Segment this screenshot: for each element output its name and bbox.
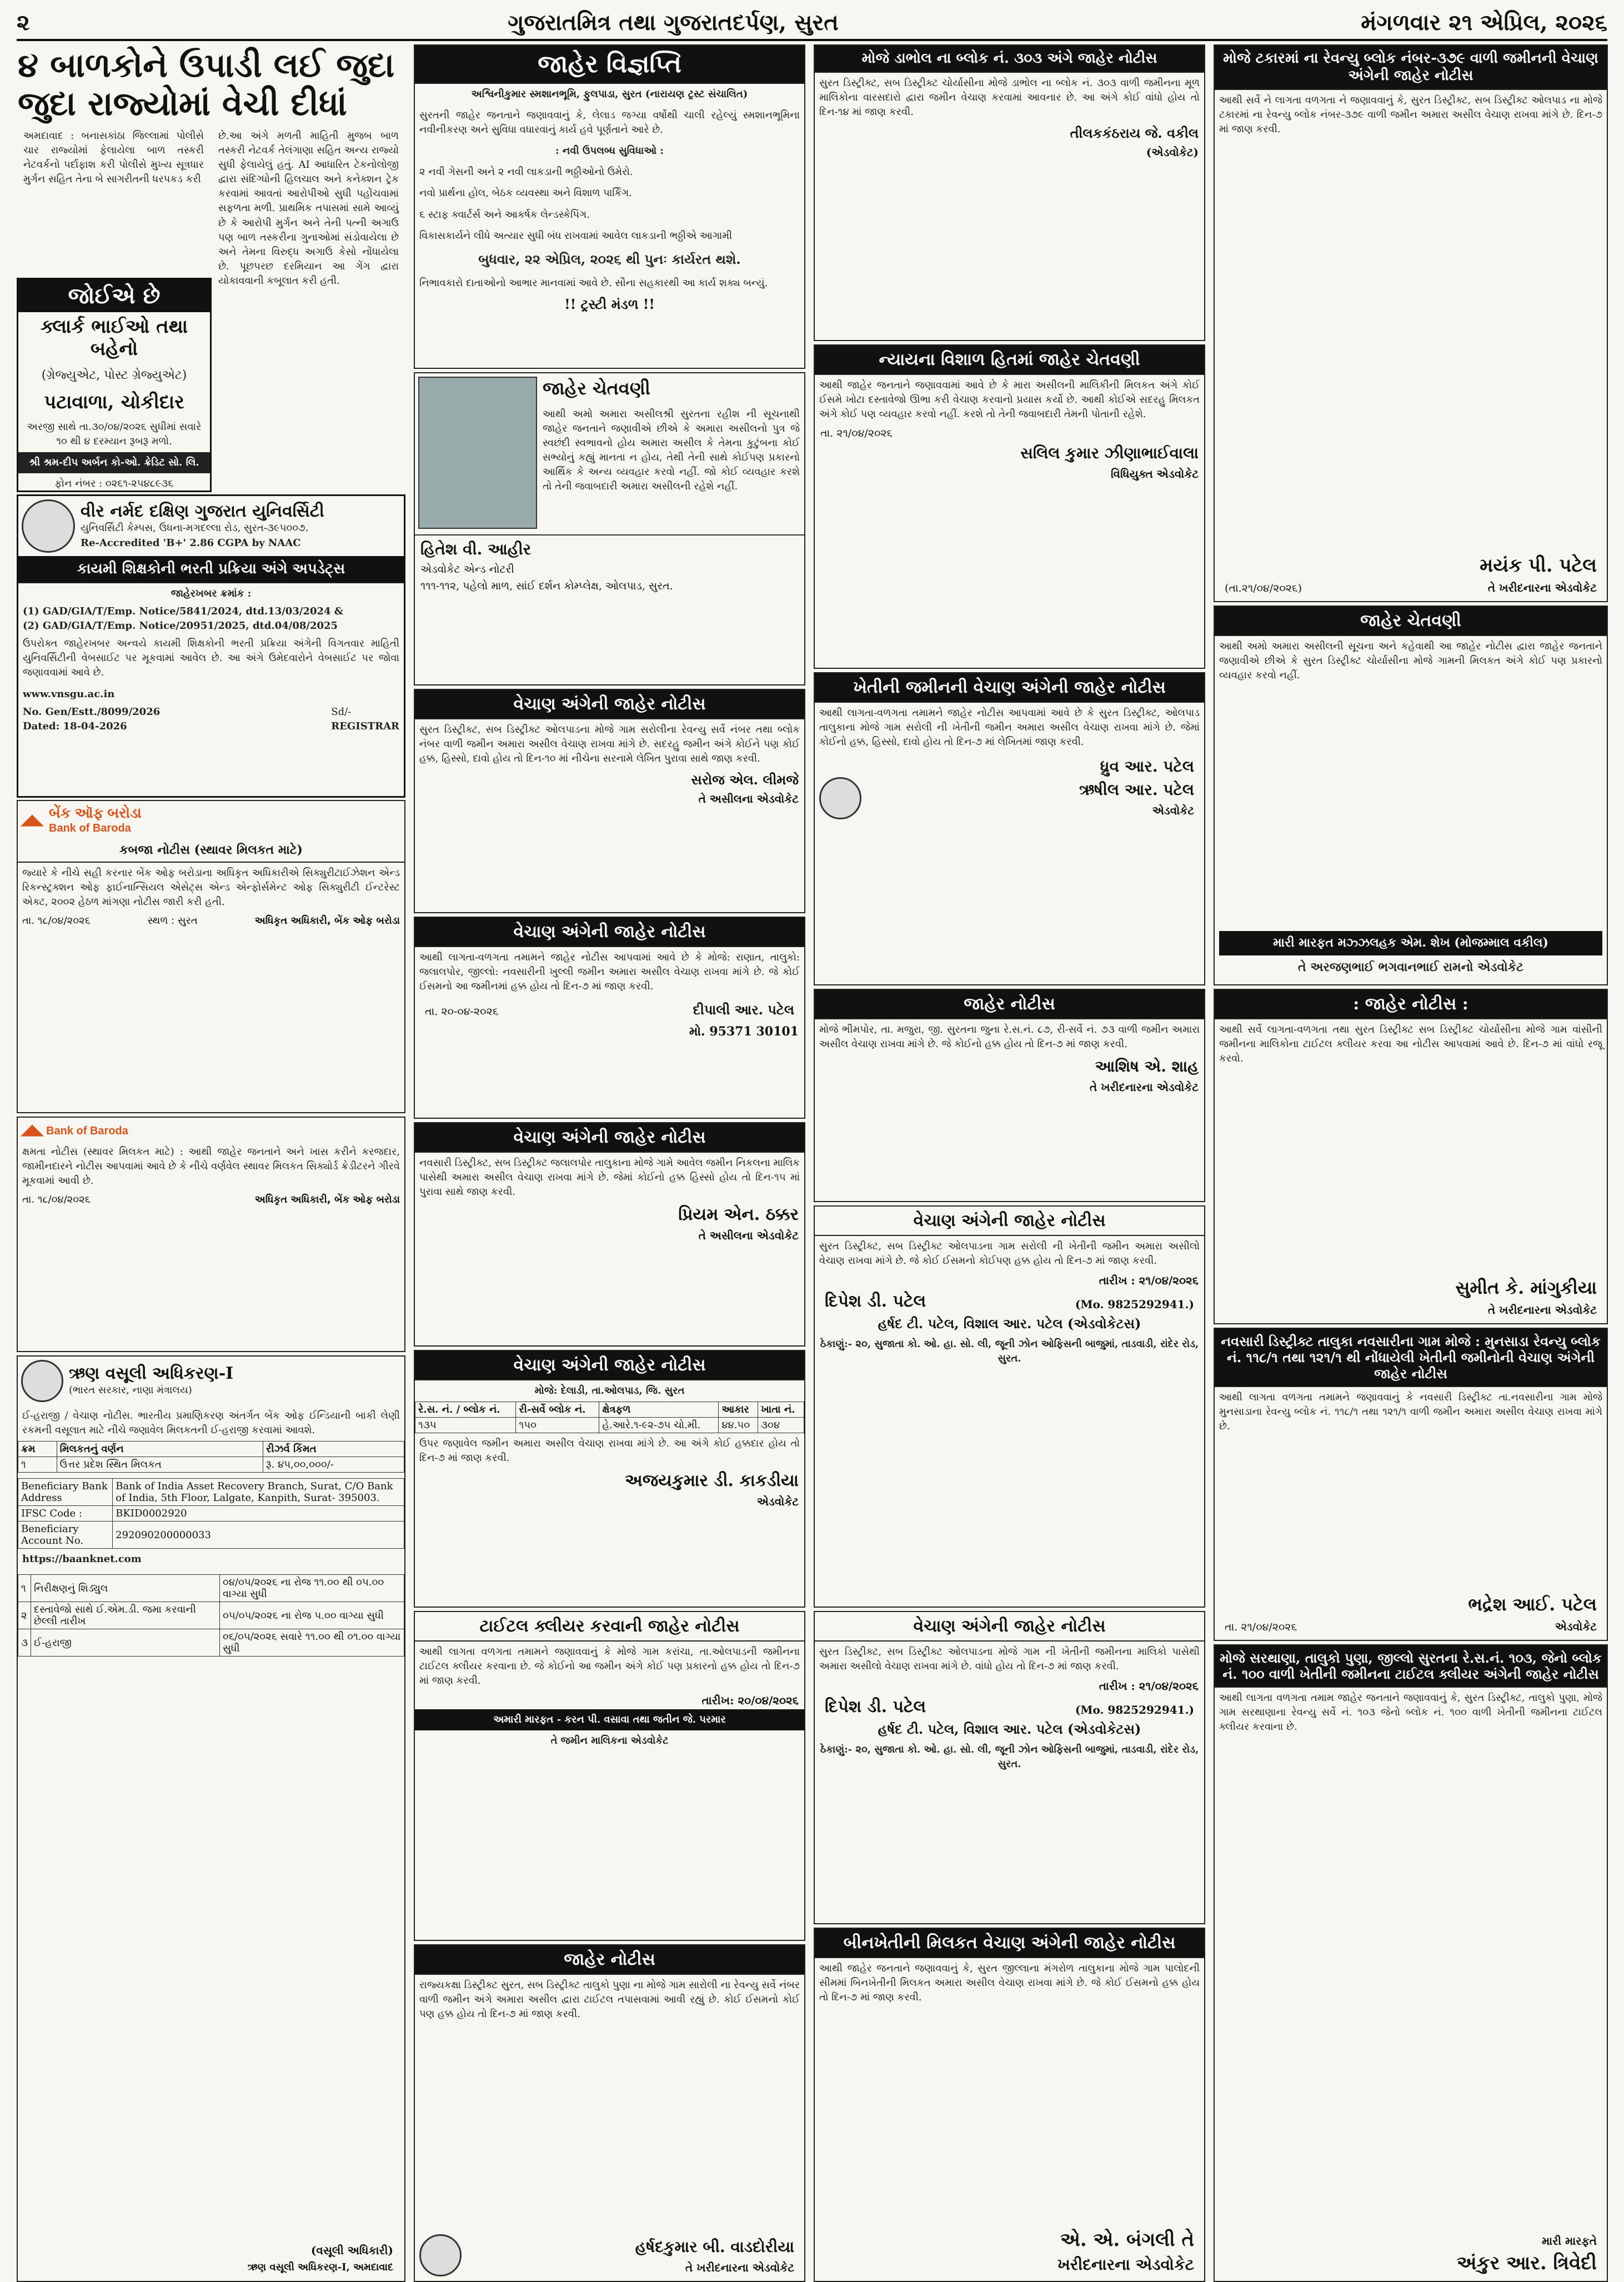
drt-td-1: ઉત્તર પ્રદેશ સ્થિત મિલકત: [57, 1457, 263, 1473]
vnsgu-body: ઉપરોક્ત જાહેરખબર અન્વયે કાયમી શિક્ષકોની ભરતી પ્રક્રિયા અંગેની વિગતવાર માહિતી યુનિવર્સિટીની વેબસાઈટ પર મૂકવામાં આવેલ છે. આ અંગે ઉમેદવારોને વેબસાઈટ પર જોવા જણાવવામાં આવે છે.: [23, 638, 399, 679]
c2a-date: બુધવાર, ૨૨ એપ્રિલ, ૨૦૨૬ થી પુનઃ કાર્યરત થશે.: [478, 251, 741, 267]
navsari-title: નવસારી ડિસ્ટ્રીક્ટ તાલુકા નવસારીના ગામ મોજે : મુનસાડા રેવન્યુ બ્લોક નં. ૧૧૮/૧ તથા ૧૨૧/૧ થી નોંધાયેલી ખેતીની જમીનોની વેચાણ અંગેની જાહેર નોટીસ: [1215, 1329, 1607, 1387]
non-agri-notice: [814, 1928, 1205, 2282]
c2a-title: જાહેર વિજ્ઞપ્તિ: [415, 46, 804, 84]
text-drt-r3-1: ઈ-હરાજી: [31, 1629, 220, 1657]
text-sale4-tr-0: ૧૩૫: [415, 1418, 516, 1433]
person-photo: [418, 377, 537, 529]
sale4-table: [415, 1402, 804, 1433]
news-headline: ૪ બાળકોને ઉપાડી લઈ જુદા જુદા રાજ્યોમાં વેચી દીધાં: [18, 46, 395, 123]
advocate-logo-icon: [419, 2234, 462, 2276]
sale4-role: એડવોકેટ: [756, 1495, 799, 1509]
text-sale4-tr-1: ૧૫૦: [516, 1418, 599, 1433]
notice3-body: આથી સર્વે લાગતા-વળગતા તથા સુરત ડિસ્ટ્રીક્ટ સબ ડિસ્ટ્રીક્ટ ચોર્યાસીના મોજે ગામ વાંસીની જમીનના માલિકોના ટાઈટલ ક્લીયર કરવા આ નોટીસ આપવામાં આવે છે. દિન-૭ માં વાંધો રજૂ કરવો.: [1219, 1024, 1602, 1065]
advocate-seal-icon: [819, 777, 861, 819]
text-drt-r2-0: ૨: [18, 1602, 31, 1629]
c3a-name: તીલકકંઠરાય જે. વકીલ: [1070, 125, 1199, 142]
sale-notice-4: [414, 1350, 805, 1608]
sarthana-role: મારી મારફતે: [1542, 2234, 1597, 2248]
interest-body: આથી જાહેર જનતાને જણાવવામાં આવે છે કે મારા અસીલની માલિકીની મિલકત અંગે કોઈ ઈસમે ખોટા દસ્તાવેજો ઊભા કરી વેચાણ કરવાનો પ્રયાસ કર્યો છે. આથી કોઈએ સદરહુ મિલકત અંગે કોઈ પણ વ્યવહાર કરવો નહીં. કરશે તો તેની જવાબદારી તેમની પોતાની રહેશે.: [819, 379, 1200, 421]
c2a-sub: અશ્વિનીકુમાર સ્મશાનભૂમિ, ફુલપાડા, સુરત (નારાયણ ટ્રસ્ટ સંચાલિત): [471, 88, 748, 100]
nonag-title: બીનખેતીની મિલકત વેચાણ અંગેની જાહેર નોટીસ: [815, 1929, 1204, 1958]
notice2-body: મોજે ભીમપોર, તા. મજુરા, જી. સુરતના જુના રે.સ.નં. ૮૭, રી-સર્વે નં. ૭૩ વાળી જમીન અમારા અસીલ વેચાણ રાખવા માંગે છે. જે કોઈનો હક્ક હોય તો દિન-૭ માં જાણ કરવી.: [819, 1024, 1200, 1050]
sale3-role: તે અસીલના એડવોકેટ: [698, 1229, 799, 1243]
sale5-body: સુરત ડિસ્ટ્રીક્ટ, સબ ડિસ્ટ્રીક્ટ ઓલપાડના ગામ સરોલી ની ખેતીની જમીન અમારા અસીલો વેચાણ રાખવા માંગે છે. જે કોઈ ઈસમનો કોઈપણ હક્ક હોય તો દિન-૭ માં જાણ કરવી.: [819, 1240, 1200, 1267]
text-sale4-th-3: આકાર: [719, 1402, 758, 1418]
public-notice-1: [414, 1944, 805, 2282]
sale1-title: વેચાણ અંગેની જાહેર નોટીસ: [415, 690, 804, 719]
dabhol-notice: [814, 44, 1205, 341]
title-clear-notice: [414, 1611, 805, 1941]
sale-notice-6: [814, 1611, 1205, 1924]
title1-role: તે જમીન માલિકના એડવોકેટ: [550, 1735, 669, 1747]
text-drt-r2-1: દસ્તાવેજો સાથે ઈ.એમ.ડી. જમા કરવાની છેલ્લી તારીખ: [31, 1602, 220, 1629]
govt-emblem-icon: [21, 1360, 63, 1402]
drt-title: ઋણ વસૂલી અધિકરણ-I: [69, 1364, 234, 1384]
sale2-name: દીપાલી આર. પટેલ: [693, 1002, 794, 1018]
text-drt-r1-1: નિરીક્ષણનું શિડ્યુલ: [31, 1575, 220, 1602]
notice2-role: તે ખરીદનારના એડવોકેટ: [1089, 1080, 1199, 1094]
sale3-name: પ્રિયમ એન. ઠક્કર: [678, 1205, 799, 1225]
c2a-sign: !! ટ્રસ્ટી મંડળ !!: [564, 296, 655, 312]
drt-schedule-table: [18, 1574, 404, 1657]
sale1-role: તે અસીલના એડવોકેટ: [698, 792, 799, 806]
sale-notice-3: [414, 1122, 805, 1347]
bob2-body: ક્ષમતા નોટીસ (સ્થાવર મિલકત માટે) : આથી જાહેર જનતાને અને ખાસ કરીને કરજદાર, જામીનદારને નોટીસ આપવામાં આવે છે કે નીચે વર્ણવેલ સ્થાવર મિલકત સિક્યોર્ડ ક્રેડીટરને ગીરવે મૂકવામાં આવી છે.: [22, 1146, 400, 1187]
bob-notice-1: [17, 800, 405, 1113]
c2a-note: નિભાવકારો દાતાઓનો આભાર માનવામાં આવે છે. સૌના સહકારથી આ કાર્ય શક્ય બન્યું.: [419, 277, 768, 289]
drt-ifsc: BKID0002920: [113, 1506, 404, 1522]
sarthana-body: આથી લાગતા વળગતા તમામ જાહેર જનતાને જણાવવાનું કે, સુરત ડિસ્ટ્રીક્ટ, તાલુકો પુણા, મોજે ગામ સરથાણાના રેવન્યુ સર્વે નં. ૧૦૩ જેનો બ્લોક નં. ૧૦૦ વાળી ખેતીની જમીનના ટાઈટલ ક્લીયર કરવાના છે.: [1219, 1692, 1602, 1733]
bob2-sign: અધિકૃત અધિકારી, બેંક ઓફ બરોડા: [254, 1194, 400, 1206]
c3a-title: મોજે ડાભોલ ના બ્લોક નં. ૩૦૩ અંગે જાહેર નોટીસ: [815, 46, 1204, 73]
news-article: [17, 44, 405, 287]
text-drt-r3-0: ૩: [18, 1629, 31, 1657]
drt-th-2: રીઝર્વ કિંમત: [263, 1442, 404, 1457]
drt-th-1: મિલકતનું વર્ણન: [57, 1442, 263, 1457]
notice1-title: જાહેર નોટીસ: [415, 1945, 804, 1975]
sale2-title: વેચાણ અંગેની જાહેર નોટીસ: [415, 918, 804, 947]
vnsgu-ad1: (1) GAD/GIA/T/Emp. Notice/5841/2024, dtd.13/03/2024 &: [23, 605, 344, 618]
c2a-item2: નવો પ્રાર્થના હોલ, બેઠક વ્યવસ્થા અને વિશાળ પાર્કિંગ.: [419, 187, 632, 199]
sarthana-notice: [1214, 1644, 1608, 2282]
c2a-item1: ૨ નવી ગેસની અને ૨ નવી લાકડાની ભઠ્ઠીઓનો ઉમેરો.: [419, 166, 633, 178]
drt-sign2: ઋણ વસૂલી અધિકરણ-I, અમદાવાદ: [247, 2261, 393, 2273]
sale5-mobile: (Mo. 9825292941.): [1075, 1298, 1194, 1312]
warning2-name: મારી મારફત મઝ્ઝલહક એમ. શેખ (મોજમ્માલ વકીલ): [1219, 931, 1602, 955]
interest-title: ન્યાયના વિશાળ હિતમાં જાહેર ચેતવણી: [815, 346, 1204, 375]
sale1-name: સરોજ એલ. લીમજે: [691, 772, 799, 788]
bob-notice-2: [17, 1117, 405, 1352]
sale6-mobile: (Mo. 9825292941.): [1075, 1703, 1194, 1717]
vnsgu-dated: Dated: 18-04-2026: [23, 720, 127, 732]
text-sale4-tr-2: હે.આરે.૧-૯૨-૭૫ ચો.મી.: [599, 1418, 719, 1433]
warning-notice-1: [414, 372, 805, 685]
sale5-name2: હર્ષદ ટી. પટેલ, વિશાલ આર. પટેલ (એડવોકેટસ): [878, 1315, 1141, 1332]
warning1-title: જાહેર ચેતવણી: [543, 378, 650, 399]
farm-role: એડવોકેટ: [1152, 804, 1194, 818]
bob1-bank: બેંક ઑફ બરોડા: [49, 804, 142, 821]
notice3-title: : જાહેર નોટીસ :: [1215, 990, 1607, 1019]
sarthana-name: અંકુર આર. ત્રિવેદી: [1456, 2252, 1597, 2274]
sale4-name: અજયકુમાર ડી. કાકડીયા: [625, 1471, 799, 1491]
farm-name2: ઋષીલ આર. પટેલ: [1079, 780, 1194, 799]
farm-body: આથી લાગતા-વળગતા તમામને જાહેર નોટીસ આપવામાં આવે છે કે સુરત ડિસ્ટ્રીક્ટ, ઓલપાડ તાલુકાના મોજે ગામ સરોલી ની ખેતીની જમીન અમારા અસીલ વેચાણ રાખવા માંગે છે. જેમાં કોઈનો હક્ક, હિસ્સો, દાવો હોય તો દિન-૭ માં લેખિતમાં જાણ કરવી.: [819, 707, 1200, 748]
c4a-date: (તા.૨૧/૦૪/૨૦૨૬): [1225, 582, 1302, 594]
c4a-name: મયંક પી. પટેલ: [1480, 554, 1597, 577]
warning1-name: હિતેશ વી. આહીર: [420, 540, 532, 558]
farm-title: ખેતીની જમીનની વેચાણ અંગેની જાહેર નોટીસ: [815, 673, 1204, 703]
title1-sign: અમારી મારફત - કરન પી. વસાવા તથા જતીન જે. પરમાર: [415, 1709, 804, 1730]
interest-name: સલિલ કુમાર ઝીણાભાઈવાલા: [1020, 444, 1199, 463]
sale2-date: તા. ૨૦-૦૪-૨૦૨૬: [425, 1005, 499, 1018]
jobs-ad: [17, 278, 212, 492]
c2a-notice: વિકાસકાર્યને લીધે અત્યાર સુધી બંધ રાખવામાં આવેલ લાકડાની ભઠ્ઠીએ આગામી: [419, 229, 733, 242]
bob1-bank-en: Bank of Baroda: [49, 822, 131, 834]
vnsgu-no: No. Gen/Estt./8099/2026: [23, 705, 161, 718]
c2a-sub2: : નવી ઉપલબ્ધ સુવિધાઓ :: [555, 145, 664, 157]
bob1-body: જ્યારે કે નીચે સહી કરનાર બેંક ઓફ બરોડાના અધિકૃત અધિકારીએ સિક્યુરીટાઈઝેશન એન્ડ રિકન્સ્ટ્રક્શન ઓફ ફાઈનાન્સિયલ એસેટ્સ એન્ડ એન્ફોર્સમેન્ટ ઓફ સિક્યુરીટી ઈન્ટરેસ્ટ એક્ટ, ૨૦૦૨ હેઠળ માંગણા નોટીસ જારી કરી હતી.: [22, 867, 400, 908]
bob1-place: સ્થળ : સુરત: [147, 915, 198, 927]
sale6-addr: ઠેકાણું:- ૨૦, સુજાતા કો. ઓ. હા. સો. લી, જૂની ઝોન ઓફિસની બાજુમાં, તાડવાડી, રાંદેર રોડ, સુરત.: [820, 1744, 1199, 1770]
sale-notice-5: [814, 1205, 1205, 1608]
notice3-role: તે ખરીદનારના એડવોકેટ: [1487, 1303, 1597, 1317]
vnsgu-accr: Re-Accredited 'B+' 2.86 CGPA by NAAC: [81, 537, 301, 549]
title1-title: ટાઈટલ ક્લીયર કરવાની જાહેર નોટીસ: [415, 1612, 804, 1642]
sale4-title: વેચાણ અંગેની જાહેર નોટીસ: [415, 1351, 804, 1380]
vnsgu-website[interactable]: www.vnsgu.ac.in: [23, 688, 115, 700]
bob-logo-1-icon: ◢◣: [21, 811, 43, 828]
bob2-bank-en: Bank of Baroda: [46, 1125, 128, 1137]
jobs-line6: ફોન નંબર : ૦૨૬૧-૨૫૪૮૯૩૬: [54, 478, 174, 490]
drt-body: ઈ-હરાજી / વેચાણ નોટીસ. ભારતીય પ્રમાણિકરણ અંતર્ગત બેંક ઓફ ઈન્ડિયાની બાકી લેણી રકમની વસૂલાત માટે નીચે જણાવેલ મિલકતની ઈ-હરાજી કરવામાં આવશે.: [22, 1410, 400, 1437]
drt-bank-addr: Bank of India Asset Recovery Branch, Surat, C/O Bank of India, 5th Floor, Lalgate, Kanpith, Surat- 395003.: [113, 1479, 404, 1506]
sale4-body: ઉપર જણાવેલ જમીન અમારા અસીલ વેચાણ રાખવા માંગે છે. આ અંગે કોઈ હક્કદાર હોય તો દિન-૭ માં જાણ કરવી.: [419, 1438, 800, 1464]
sale6-title: વેચાણ અંગેની જાહેર નોટીસ: [815, 1612, 1204, 1642]
vnsgu-ad-title: જાહેરખબર ક્રમાંક :: [171, 588, 252, 599]
notice2-name: આશિષ એ. શાહ: [1095, 1057, 1199, 1076]
sale5-addr: ઠેકાણું:- ૨૦, સુજાતા કો. ઓ. હા. સો. લી, જૂની ઝોન ઓફિસની બાજુમાં, તાડવાડી, રાંદેર રોડ, સુરત.: [820, 1338, 1199, 1365]
drt-td-0: ૧: [18, 1457, 57, 1473]
nonag-body: આથી જાહેર જનતાને જણાવવાનું કે, સુરત જીલ્લાના મંગરોળ તાલુકાના મોજે ગામ પાલોદની સીમમાં બિનખેતીની મિલકત અમારા અસીલ વેચાણ રાખવા માંગે છે. જે કોઈ ઈસમનો હક્ક હોય તો દિન-૭ માં જાણ કરવી.: [819, 1963, 1200, 2004]
text-sale4-th-1: રી-સર્વે બ્લોક નં.: [516, 1402, 599, 1418]
interest-date: તા. ૨૧/૦૪/૨૦૨૬: [820, 427, 893, 440]
page-number: ૨: [17, 9, 30, 36]
drt-property-table: [18, 1441, 404, 1473]
vnsgu-ad2: (2) GAD/GIA/T/Emp. Notice/20951/2025, dtd.04/08/2025: [23, 620, 338, 632]
drt-bank-table: Beneficiary Bank Address Bank of India Asset Recovery Branch, Surat, C/O Bank of India, 5th Floor, Lalgate, Kanpith, Surat- 395003. IFSC Code : BKID0002920 Beneficiary Account No. 292090200000033: [18, 1478, 404, 1549]
drt-th-0: ક્રમ: [18, 1442, 57, 1457]
c4a-title: મોજે ટકારમાં ના રેવન્યુ બ્લોક નંબર-૩૭૯ વાળી જમીનની વેચાણ અંગેની જાહેર નોટીસ: [1215, 46, 1607, 90]
farm-sale-notice: [814, 672, 1205, 985]
text-sale4-tr-3: ૪૪.૫૦: [719, 1418, 758, 1433]
justice-warning: [814, 344, 1205, 669]
warning1-role: એડવોકેટ એન્ડ નોટરી: [420, 563, 514, 575]
c4a-role: તે ખરીદનારના એડવોકેટ: [1487, 581, 1597, 594]
university-logo-icon: [22, 499, 75, 553]
takarma-notice: [1214, 44, 1608, 602]
notice1-body: રાજ્યકક્ષા ડિસ્ટ્રીક્ટ સુરત, સબ ડિસ્ટ્રીક્ટ તાલુકો પુણા ના મોજે ગામ સારોલી ના રેવન્યુ સર્વે નંબર વાળી જમીન અંગે અમારા અસીલ દ્વારા ટાઈટલ તપાસવામાં આવી રહ્યું છે. કોઈ ઈસમનો કોઈ પણ હક્ક હોય તો દિન-૭ માં જાણ કરવી.: [419, 1979, 800, 2020]
sale6-name2: હર્ષદ ટી. પટેલ, વિશાલ આર. પટેલ (એડવોકેટસ): [878, 1721, 1141, 1738]
bob1-sign: અધિકૃત અધિકારી, બેંક ઓફ બરોડા: [254, 915, 400, 927]
drt-sub: (ભારત સરકાર, નાણા મંત્રાલય): [69, 1384, 192, 1397]
vnsgu-sub: યુનિવર્સિટી કેમ્પસ, ઉધના-મગદલ્લા રોડ, સુરત-૩૯૫૦૦૭.: [81, 522, 309, 534]
sale5-date: તારીખ : ૨૧/૦૪/૨૦૨૬: [1099, 1274, 1199, 1288]
jobs-line3: પટાવાળા, ચોકીદાર: [44, 391, 184, 413]
text-drt-r1-2: ૦૪/૦૫/૨૦૨૬ ના રોજ ૧૧.૦૦ થી ૦૫.૦૦ વાગ્યા સુધી: [220, 1575, 404, 1602]
text-drt-r2-2: ૦૫/૦૫/૨૦૨૬ ના રોજ ૫.૦૦ વાગ્યા સુધી: [220, 1602, 404, 1629]
sale1-body: સુરત ડિસ્ટ્રીક્ટ, સબ ડિસ્ટ્રીક્ટ ઓલપાડના મોજે ગામ સરોલીના રેવન્યુ સર્વે નંબર તથા બ્લોક નંબર વાળી જમીન અમારા અસીલ વેચાણ રાખવા માંગે છે. સદરહુ જમીન અંગે કોઈને પણ કોઈ હક્ક, હિસ્સો, દાવો હોય તો દિન-૧૦ માં નીચેના સરનામે લેખિત પુરાવા સાથે જાણ કરવી.: [419, 724, 800, 765]
navsari-date: તા. ૨૧/૦૪/૨૦૨૬: [1225, 1621, 1297, 1633]
bob1-notice-title: કબજા નોટીસ (સ્થાવર મિલકત માટે): [18, 838, 404, 863]
farm-name: ધ્રુવ આર. પટેલ: [1100, 757, 1194, 776]
sale-notice-1: [414, 689, 805, 913]
sale5-name: દિપેશ ડી. પટેલ: [825, 1292, 926, 1312]
warning2-role: તે અરજણભાઈ ભગવાનભાઈ રામનો એડવોકેટ: [1298, 960, 1523, 975]
jobs-line4: અરજી સાથે તા.૩૦/૦૪/૨૦૨૬ સુધીમાં સવારે ૧૦ થી ૪ દરમ્યાન રૂબરૂ મળો.: [27, 421, 202, 447]
text-sale4-th-0: રે.સ. નં. / બ્લોક નં.: [415, 1402, 516, 1418]
drt-website[interactable]: https://baanknet.com: [22, 1553, 142, 1565]
c3a-role: (એડવોકેટ): [1146, 146, 1199, 159]
drt-ifsc-label: IFSC Code :: [18, 1506, 113, 1522]
navsari-body: આથી લાગતા વળગતા તમામને જણાવવાનું કે નવસારી ડિસ્ટ્રીક્ટ તા.નવસારીના ગામ મોજે મુનસાડાના રેવન્યુ બ્લોક નં. ૧૧૮/૧ તથા ૧૨૧/૧ વાળી જમીન અમારા અસીલ વેચાણ રાખવા માંગે છે.: [1219, 1392, 1602, 1433]
jobs-line5: શ્રી શ્રમ-દીપ અર્બન કો-ઓ. ક્રેડિટ સો. લિ.: [18, 452, 210, 473]
crematorium-notice: [414, 44, 805, 369]
sale6-body: સુરત ડિસ્ટ્રીક્ટ, સબ ડિસ્ટ્રીક્ટ ઓલપાડના મોજે ગામ ની ખેતીની જમીનના માલિકો પાસેથી અમારા અસીલો વેચાણ રાખવા માંગે છે. વાંધો હોય તો દિન-૭ માં જાણ કરવી.: [819, 1646, 1200, 1673]
news-body-right: છે.આ અંગે મળતી માહિતી મુજબ બાળ તસ્કરી નેટવર્ક તેલંગાણા સહિત અન્ય રાજ્યો સુધી ફેલાયેલું હતું. AI આધારિત ટેકનોલોજી દ્વારા સંદિગ્ધોની હિલચાલ અને કનેક્શન ટ્રેક કરવામાં આવતાં આરોપીઓ સુધી પહોંચવામાં સફળતા મળી. પ્રાથમિક તપાસમાં સામે આવ્યું છે કે આરોપી મુર્ગન અને તેની પત્ની અગાઉ પણ બાળ તસ્કરીના ગુનાઓમાં સંડોવાયેલા છે અને તેમના વિરુદ્ધ અગાઉ કેસો નોંધાયેલા છે. પૂછપરછ દરમિયાન આ ગેંગ દ્વારા યોકાવવાની કબૂલાત કરી હતી.: [218, 130, 399, 287]
drt-sign: (વસૂલી અધિકારી): [310, 2244, 393, 2257]
c4a-body: આથી સર્વે ને લાગતા વળગતા ને જણાવવાનું કે, સુરત ડિસ્ટ્રીક્ટ, સબ ડિસ્ટ્રીક્ટ ઓલપાડ ના મોજે ટકારમાં ના રેવન્યુ બ્લોક નંબર-૩૭૯ વાળી જમીન અમારા અસીલ વેચાણ રાખવા માંગે છે. દિન-૭ માં જાણ કરવી.: [1219, 94, 1602, 136]
drt-notice: [17, 1355, 405, 2282]
jobs-line2: (ગ્રેજ્યુએટ, પોસ્ટ ગ્રેજ્યુએટ): [41, 368, 187, 382]
jobs-title: જોઈએ છે: [18, 279, 210, 312]
sale2-body: આથી લાગતા-વળગતા તમામને જાહેર નોટીસ આપવામાં આવે છે કે મોજે: રાણાત, તાલુકો: જલાલપોર, જીલ્લો: નવસારીની ખુલ્લી જમીન અમારા અસીલ વેચાણ રાખવા માંગે છે. જે કોઈ ઈસમનો આ જમીનમાં હક્ક હોય તો દિન-૭ માં જાણ કરવી.: [419, 952, 800, 993]
drt-acc: 292090200000033: [113, 1522, 404, 1549]
sale5-title: વેચાણ અંગેની જાહેર નોટીસ: [815, 1207, 1204, 1236]
public-notice-3: [1214, 989, 1608, 1324]
masthead: [17, 6, 1607, 41]
jobs-line1: ક્લાર્ક ભાઈઓ તથા બહેનો: [40, 316, 188, 360]
notice2-title: જાહેર નોટીસ: [815, 990, 1204, 1019]
sale2-phone: મો. 95371 30101: [689, 1024, 799, 1039]
text-drt-r3-2: ૦૬/૦૫/૨૦૨૬ સવારે ૧૧.૦૦ થી ૦૧.૦૦ વાગ્યા સુધી: [220, 1629, 404, 1657]
vnsgu-sign: Sd/-: [331, 705, 352, 718]
warning2-title: જાહેર ચેતવણી: [1215, 607, 1607, 636]
notice3-name: સુમીત કે. માંગુકીયા: [1455, 1277, 1597, 1298]
nonag-role: ખરીદનારના એડવોકેટ: [1057, 2255, 1194, 2274]
title1-date: તારીખ: ૨૦/૦૪/૨૦૨૬: [701, 1694, 799, 1708]
nonag-name: એ. એ. બંગલી તે: [1060, 2229, 1194, 2251]
public-notice-2: [814, 989, 1205, 1202]
text-sale4-tr-4: ૩૦૪: [758, 1418, 804, 1433]
vnsgu-registrar: REGISTRAR: [331, 720, 399, 732]
warning1-body: આથી અમો અમારા અસીલશ્રી સુરતના રહીશ ની સૂચનાથી જાહેર જનતાને જણાવીએ છીએ કે અમારા અસીલનો પુત્ર જે સ્વછંદી સ્વભાવનો હોય અમારા અસીલ કે તેમના કુટુંબના કોઈ સભ્યોનું કહ્યું માનતા ન હોય, તેથી તેની સાથે કોઈપણ પ્રકારનો આર્થિક કે અન્ય વ્યવહાર કરવો નહીં. જો કોઈ વ્યવહાર કરશે તો તેની જવાબદારી અમારા અસીલની રહેશે નહીં.: [543, 408, 800, 493]
newspaper-name: ગુજરાતમિત્ર તથા ગુજરાતદર્પણ, સુરત: [508, 9, 839, 36]
drt-acc-label: Beneficiary Account No.: [18, 1522, 113, 1549]
text-sale4-th-2: ક્ષેત્રફળ: [599, 1402, 719, 1418]
c3a-body: સુરત ડિસ્ટ્રીક્ટ, સબ ડિસ્ટ્રીક્ટ ચોર્યાસીના મોજે ડાભોલ ના બ્લોક નં. ૩૦૩ વાળી જમીનના મૂળ માલિકોના વારસદારો દ્વારા જમીન વેચાણ કરવામાં આવનાર છે. આ અંગે કોઈ વાંધો હોય તો દિન-૧૪ માં જાણ કરવી.: [819, 77, 1200, 118]
sale-notice-2: [414, 917, 805, 1119]
vnsgu-notice: [17, 494, 405, 798]
warning1-addr: ૧૧૧-૧૧૨, પહેલો માળ, સાંઈ દર્શન કોમ્પ્લેક્ષ, ઓલપાડ, સુરત.: [420, 580, 673, 592]
bob2-date: તા. ૧૮/૦૪/૨૦૨૬: [22, 1194, 91, 1206]
text-drt-r1-0: ૧: [18, 1575, 31, 1602]
notice1-name: હર્ષદકુમાર બી. વાડદોરીયા: [635, 2238, 794, 2256]
c2a-body: સુરતની જાહેર જનતાને જણાવવાનું કે, લેલાડ જગ્યા વર્ષોથી ચાલી રહેલ્યું સ્મશાનભૂમિના નવીનીકરણ અને સુવિધા વધારવાનું કાર્ય હવે પૂર્ણતાને આરે છે.: [419, 109, 800, 136]
sale4-village: મોજે: દેલાડી, તા.ઓલપાડ, જિ. સુરત: [534, 1385, 685, 1397]
bob1-date: તા. ૧૮/૦૪/૨૦૨૬: [22, 915, 91, 927]
warning-notice-2: [1214, 605, 1608, 985]
interest-role: વિધિયુક્ત એડવોકેટ: [1110, 467, 1199, 481]
issue-date: મંગળવાર ૨૧ એપ્રિલ, ૨૦૨૬: [1361, 9, 1607, 36]
navsari-role: એડવોકેટ: [1555, 1620, 1597, 1633]
bob-logo-2-icon: ◢◣: [21, 1121, 43, 1138]
navsari-name: ભદ્રેશ આઈ. પટેલ: [1468, 1594, 1597, 1615]
news-body-left: અમદાવાદ : બનાસકાંઠા જિલ્લામાં પોલીસે ચાર રાજ્યોમાં ફેલાયેલા બાળ તસ્કરી નેટવર્કનો પર્દાફાશ કરી પોલીસે મુખ્ય સૂત્રધાર મુર્ગન સહિત તેના બે સાગરીતની ધરપકડ કરી: [23, 130, 204, 186]
title1-body: આથી લાગતા વળગતા તમામને જણાવવાનું કે મોજે ગામ કરાંચા, તા.ઓલપાડની જમીનના ટાઈટલ ક્લીયર કરવાના છે. જે કોઈનો આ જમીન અંગે કોઈ પણ પ્રકારનો હક્ક હોય તો દિન-૭ માં જાણ કરવી.: [419, 1646, 800, 1687]
notice1-role: તે ખરીદનારના એડવોકેટ: [685, 2261, 794, 2274]
sarthana-title: મોજે સરથાણા, તાલુકો પુણા, જીલ્લો સુરતના રે.સ.નં. ૧૦૩, જેનો બ્લોક નં. ૧૦૦ વાળી ખેતીની જમીનના ટાઈટલ ક્લીયર અંગેની જાહેર નોટીસ: [1215, 1645, 1607, 1688]
vnsgu-title: વીર નર્મદ દક્ષિણ ગુજરાત યુનિવર્સિટી: [81, 502, 324, 522]
c2a-item3: ૬ સ્ટાફ ક્વાર્ટર્સ અને આકર્ષક લેન્ડસ્કેપિંગ.: [419, 208, 590, 221]
warning2-body: આથી અમો અમારા અસીલની સૂચના અને કહેવાથી આ જાહેર નોટીસ દ્વારા જાહેર જનતાને જણાવીએ છીએ કે સુરત ડિસ્ટ્રીક્ટ ચોર્યાસીના મોજે ગામની મિલકત અંગે કોઈ પણ પ્રકારનો વ્યવહાર કરવો નહીં.: [1219, 640, 1602, 682]
sale6-date: તારીખ : ૨૧/૦૪/૨૦૨૬: [1099, 1679, 1199, 1693]
sale3-title: વેચાણ અંગેની જાહેર નોટીસ: [415, 1123, 804, 1153]
sale6-name: દિપેશ ડી. પટેલ: [825, 1697, 926, 1717]
text-sale4-th-4: ખાતા નં.: [758, 1402, 804, 1418]
navsari-notice: [1214, 1328, 1608, 1641]
vnsgu-banner: કાયમી શિક્ષકોની ભરતી પ્રક્રિયા અંગે અપડેટ્સ: [18, 556, 404, 583]
drt-td-2: રૂ. ૪૫,૦૦,૦૦૦/-: [263, 1457, 404, 1473]
sale3-body: નવસારી ડિસ્ટ્રીક્ટ, સબ ડિસ્ટ્રીક્ટ જલાલપોર તાલુકાના મોજે ગામે આવેલ જમીન નિકલના માલિક પાસેથી અમારા અસીલ વેચાણ રાખવા માંગે છે. જેમાં કોઈનો હક્ક હિસ્સો હોય તો દિન-૧૫ માં પુરાવા સાથે જાણ કરવી.: [419, 1157, 800, 1198]
